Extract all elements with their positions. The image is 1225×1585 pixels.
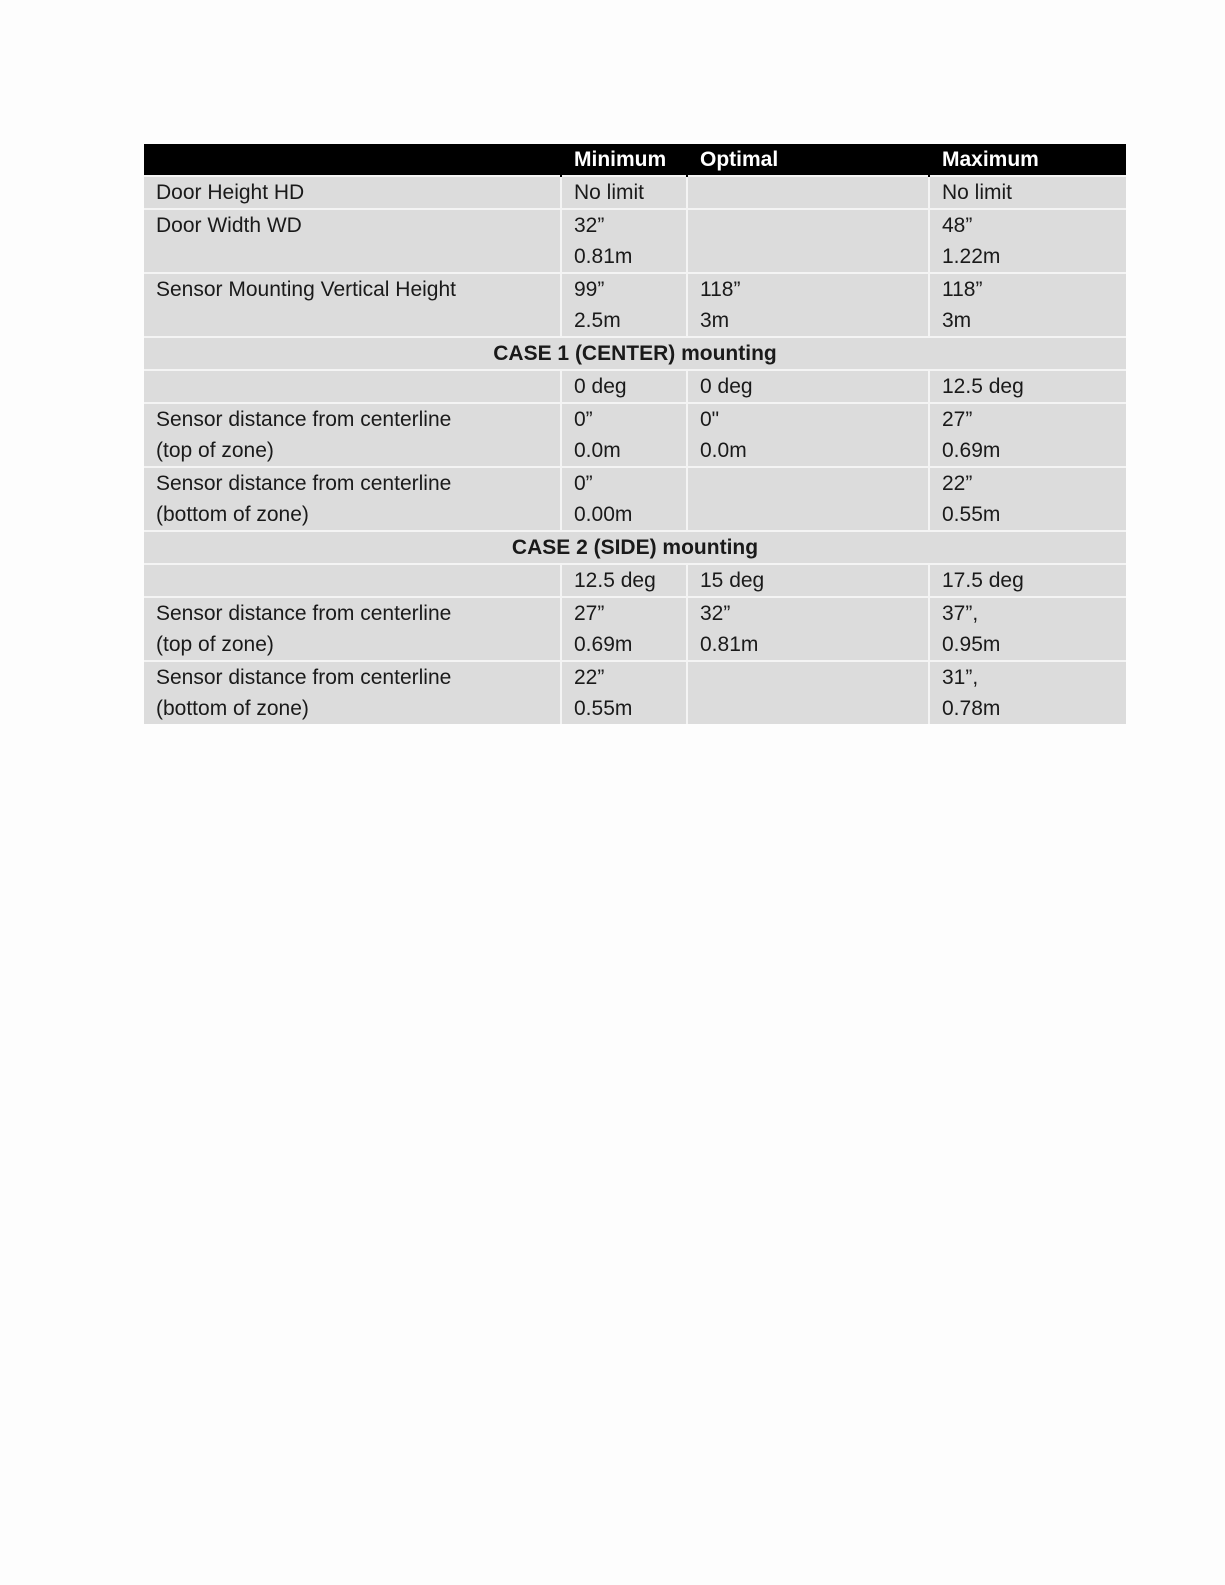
row-label: [144, 403, 561, 467]
cell-line: 0.55m: [942, 503, 1001, 526]
cell-line: 15 deg: [700, 569, 765, 592]
cell-line: 99”: [574, 278, 605, 301]
cell-minimum: [561, 273, 687, 337]
cell-optimal: [687, 403, 929, 467]
cell-line: Sensor Mounting Vertical Height: [156, 278, 456, 301]
cell-maximum: [929, 370, 1126, 403]
row-label: [144, 467, 561, 531]
cell-line: Sensor distance from centerline: [156, 408, 452, 431]
cell-optimal: [687, 564, 929, 597]
cell-line: 27”: [942, 408, 973, 431]
header-cell-minimum: Minimum: [561, 144, 687, 176]
cell-minimum: [561, 564, 687, 597]
cell-line: 37”,: [942, 602, 979, 625]
table-row-case1-bottom: [144, 467, 1126, 531]
cell-line: (top of zone): [156, 439, 274, 462]
table-row-door-width: [144, 209, 1126, 273]
section-title: CASE 1 (CENTER) mounting: [144, 337, 1126, 370]
cell-maximum: [929, 597, 1126, 661]
cell-line: 48”: [942, 214, 973, 237]
cell-line: 0.95m: [942, 633, 1001, 656]
row-label: [144, 273, 561, 337]
cell-optimal: [687, 597, 929, 661]
cell-maximum: [929, 564, 1126, 597]
row-label: [144, 661, 561, 724]
cell-line: 22”: [942, 472, 973, 495]
cell-line: 0 deg: [574, 375, 627, 398]
cell-line: Sensor distance from centerline: [156, 602, 452, 625]
cell-line: (bottom of zone): [156, 697, 309, 720]
cell-line: Sensor distance from centerline: [156, 666, 452, 689]
cell-line: No limit: [574, 181, 645, 204]
cell-line: 0.0m: [574, 439, 621, 462]
row-label: [144, 209, 561, 273]
cell-minimum: [561, 467, 687, 531]
section-title: CASE 2 (SIDE) mounting: [144, 531, 1126, 564]
cell-line: Door Width WD: [156, 214, 302, 237]
cell-minimum: [561, 403, 687, 467]
cell-line: 27”: [574, 602, 605, 625]
cell-minimum: [561, 176, 687, 209]
cell-optimal: [687, 370, 929, 403]
cell-maximum: [929, 176, 1126, 209]
cell-maximum: [929, 273, 1126, 337]
header-row: [144, 144, 1126, 176]
row-label: [144, 176, 561, 209]
cell-line: 0": [700, 408, 720, 431]
cell-line: 0.81m: [574, 245, 633, 268]
cell-line: 2.5m: [574, 309, 621, 332]
row-label: [144, 564, 561, 597]
cell-line: 0.00m: [574, 503, 633, 526]
header-cell-optimal: Optimal: [687, 144, 929, 176]
cell-minimum: [561, 209, 687, 273]
cell-line: 0.0m: [700, 439, 747, 462]
cell-line: Door Height HD: [156, 181, 305, 204]
cell-line: (bottom of zone): [156, 503, 309, 526]
cell-line: 32”: [574, 214, 605, 237]
cell-line: 3m: [700, 309, 730, 332]
table-row-door-height: [144, 176, 1126, 209]
cell-maximum: [929, 209, 1126, 273]
cell-line: 118”: [700, 278, 741, 301]
table-row-mount-height: [144, 273, 1126, 337]
cell-line: 0 deg: [700, 375, 753, 398]
cell-line: 22”: [574, 666, 605, 689]
cell-line: 0”: [574, 472, 593, 495]
table-row-case1-angle: [144, 370, 1126, 403]
table-row-case2-top: [144, 597, 1126, 661]
row-label: [144, 597, 561, 661]
cell-line: 0”: [574, 408, 593, 431]
cell-line: 0.55m: [574, 697, 633, 720]
cell-line: 32”: [700, 602, 731, 625]
section-row-case1: [144, 337, 1126, 370]
cell-line: 12.5 deg: [574, 569, 656, 592]
cell-optimal: [687, 176, 929, 209]
table-row-case2-bottom: [144, 661, 1126, 724]
cell-minimum: [561, 597, 687, 661]
cell-line: (top of zone): [156, 633, 274, 656]
cell-minimum: [561, 661, 687, 724]
cell-optimal: [687, 661, 929, 724]
cell-maximum: [929, 467, 1126, 531]
cell-line: No limit: [942, 181, 1013, 204]
header-cell-label: [144, 144, 561, 176]
cell-line: 17.5 deg: [942, 569, 1024, 592]
table-row-case2-angle: [144, 564, 1126, 597]
cell-line: 3m: [942, 309, 972, 332]
cell-line: 118”: [942, 278, 983, 301]
cell-optimal: [687, 467, 929, 531]
cell-line: 0.78m: [942, 697, 1001, 720]
table-row-case1-top: [144, 403, 1126, 467]
cell-optimal: [687, 209, 929, 273]
section-row-case2: [144, 531, 1126, 564]
cell-line: 1.22m: [942, 245, 1001, 268]
header-cell-maximum: Maximum: [929, 144, 1126, 176]
cell-line: 0.69m: [942, 439, 1001, 462]
cell-line: Sensor distance from centerline: [156, 472, 452, 495]
cell-optimal: [687, 273, 929, 337]
cell-maximum: [929, 661, 1126, 724]
cell-line: 31”,: [942, 666, 979, 689]
mounting-spec-table: [144, 144, 1126, 724]
cell-line: 12.5 deg: [942, 375, 1024, 398]
row-label: [144, 370, 561, 403]
cell-line: 0.69m: [574, 633, 633, 656]
cell-line: 0.81m: [700, 633, 759, 656]
cell-minimum: [561, 370, 687, 403]
cell-maximum: [929, 403, 1126, 467]
